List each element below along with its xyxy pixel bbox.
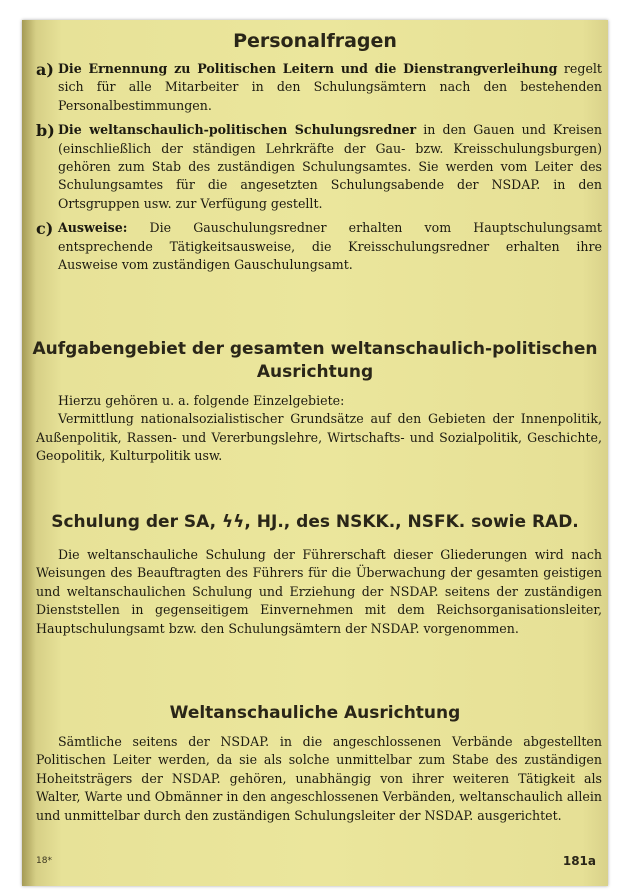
signature-mark: 18* (36, 856, 52, 866)
item-lead: Die weltanschaulich-politischen Schulungsredner (58, 122, 417, 138)
item-paragraph (58, 60, 602, 115)
section-title-schulung: Schulung der SA, ϟϟ, HJ., des NSKK., NSFK. sowie RAD. (51, 512, 579, 532)
item-text: Die Gauschulungsredner erhalten vom Hauptschulungsamt entsprechende Tätigkeitsausweise, die Kreisschulungsredner erhalten ihre Ausweise vom zuständigen Gauschulungsamt. (58, 220, 602, 273)
weltanschauliche-body (36, 733, 602, 825)
personal-item-c (36, 219, 602, 274)
personal-item-a (36, 60, 602, 115)
book-page (22, 20, 608, 886)
section-title-personalfragen: Personalfragen (233, 30, 397, 52)
aufgaben-intro: Hierzu gehören u. a. folgende Einzelgebiete: (58, 393, 345, 408)
personal-item-b (36, 121, 602, 213)
item-text: in den Gauen und Kreisen (einschließlich der ständigen Lehrkräfte der Gau- bzw. Kreisschulungsburgen) gehören zum Stab des zuständigen Schulungsamtes. Sie werden vom Leiter des Schulungsamtes für die angesetzten Schulungsabende der NSDAP. in den Ortsgruppen usw. zur Verfügung gestellt. (58, 122, 602, 211)
item-lead: Die Ernennung zu Politischen Leitern und die Dienstrangverleihung (58, 61, 558, 76)
section-title-weltanschauliche: Weltanschauliche Ausrichtung (169, 703, 461, 723)
item-text: regelt sich für alle Mitarbeiter in den Schulungsämtern nach den bestehenden Personalbestimmungen. (58, 61, 602, 113)
aufgaben-paragraph: Vermittlung nationalsozialistischer Grundsätze auf den Gebieten der Innenpolitik, Außenpolitik, Rassen- und Vererbungslehre, Wirtschafts- und Sozialpolitik, Geschichte, Geopolitik, Kulturpolitik usw. (36, 411, 602, 464)
title-line-2: Ausrichtung (256, 362, 374, 382)
item-paragraph (58, 219, 602, 274)
item-paragraph (58, 121, 602, 213)
aufgaben-body (36, 392, 602, 466)
title-line-1: Aufgabengebiet der gesamten weltanschaulich-politischen (32, 339, 598, 359)
personal-items (36, 60, 602, 274)
schulung-paragraph: Die weltanschauliche Schulung der Führerschaft dieser Gliederungen wird nach Weisungen des Beauftragten des Führers für die Überwachung der gesamten geistigen und weltanschaulichen Schulung und Erziehung der NSDAP. seitens der zuständigen Dienststellen in gegenseitigem Einvernehmen mit dem Reichsorganisationsleiter, Hauptschulungsamt bzw. den Schulungsämtern der NSDAP. vorgenommen. (36, 547, 602, 636)
item-marker: b) (36, 121, 55, 141)
schulung-body (36, 546, 602, 638)
page-number: 181a (562, 854, 596, 868)
item-lead: Ausweise: (58, 220, 128, 236)
item-marker: a) (36, 60, 54, 79)
section-title-aufgabengebiet (22, 338, 608, 384)
weltanschauliche-paragraph: Sämtliche seitens der NSDAP. in die angeschlossenen Verbände abgestellten Politischen Leiter werden, da sie als solche unmittelbar zum Stabe des zuständigen Hoheitsträgers der NSDAP. gehören, unabhängig von ihrer weiteren Tätigkeit als Walter, Warte und Obmänner in den angeschlossenen Verbänden, weltanschaulich allein und unmittelbar durch den zuständigen Schulungsleiter der NSDAP. ausgerichtet. (36, 734, 602, 823)
item-marker: c) (36, 219, 54, 239)
